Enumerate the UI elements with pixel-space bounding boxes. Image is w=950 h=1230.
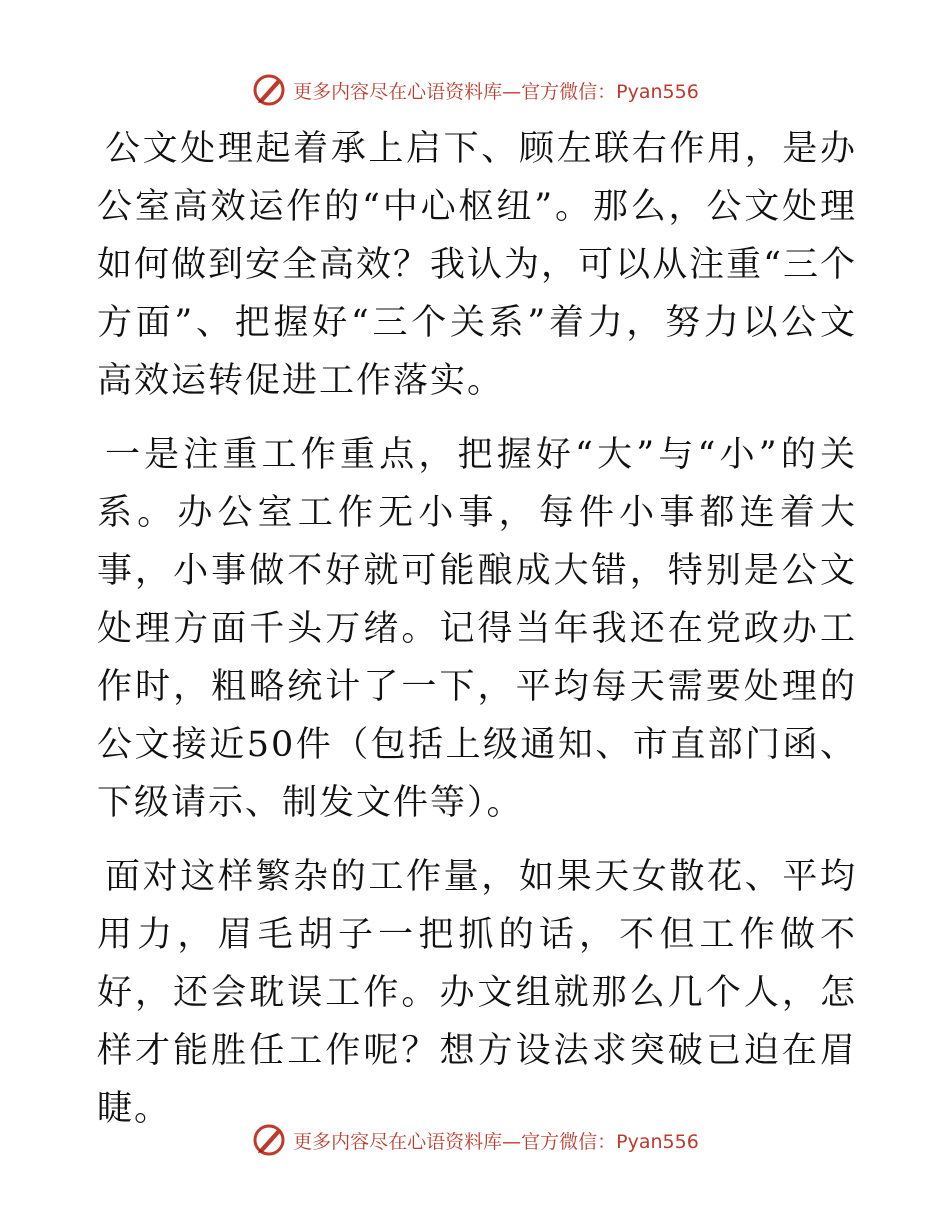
pen-logo-icon [251,1122,287,1158]
footer-banner [0,1118,950,1162]
paragraph-3: 面对这样繁杂的工作量，如果天女散花、平均用力，眉毛胡子一把抓的话，不但工作做不好，还会耽误工作。办文组就那么几个人，怎样才能胜任工作呢？想方设法求突破已迫在眉睫。 [97,857,857,1129]
paragraph-2: 一是注重工作重点，把握好“大”与“小”的关系。办公室工作无小事，每件小事都连着大事，小事做不好就可能酿成大错，特别是公文处理方面千头万绪。记得当年我还在党政办工作时，粗略统计了一下，平均每天需要处理的公文接近50件（包括上级通知、市直部门函、下级请示、制发文件等）。 [97,435,857,823]
footer-banner-text: 更多内容尽在心语资料库—官方微信：Pyan556 [293,1130,699,1153]
document-body [97,120,857,1154]
pen-logo-icon [251,72,287,108]
paragraph-1: 公文处理起着承上启下、顾左联右作用，是办公室高效运作的“中心枢纽”。那么，公文处理如何做到安全高效？我认为，可以从注重“三个方面”、把握好“三个关系”着力，努力以公文高效运转促进工作落实。 [97,129,857,401]
header-banner [0,68,950,112]
header-banner-text: 更多内容尽在心语资料库—官方微信：Pyan556 [293,80,699,103]
